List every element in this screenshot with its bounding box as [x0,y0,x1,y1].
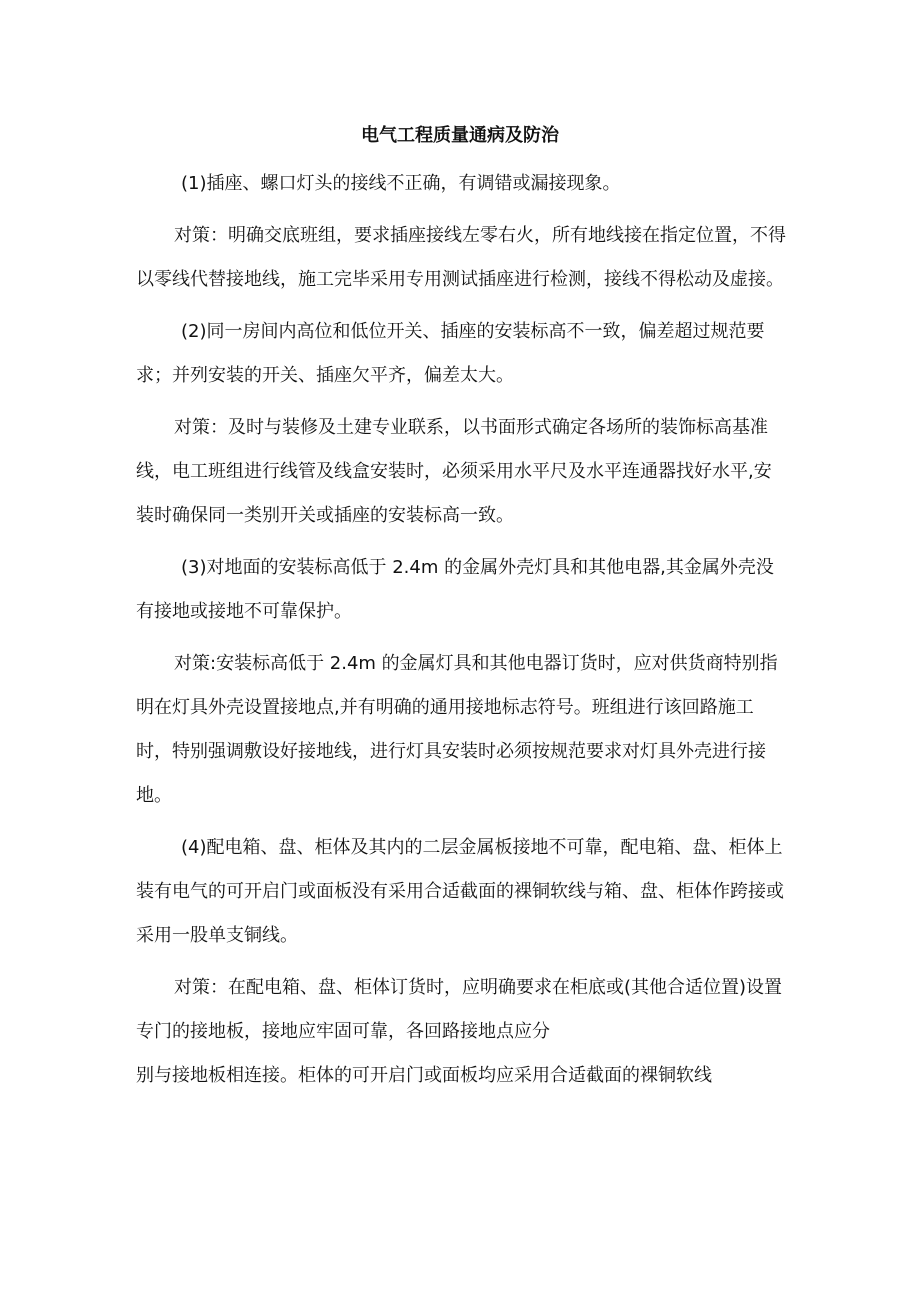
policy-paragraph-4: 对策：在配电箱、盘、柜体订货时，应明确要求在柜底或(其他合适位置)设置专门的接地板，接地应牢固可靠，各回路接地点应分 [136,977,783,1042]
document-title: 电气工程质量通病及防治 [361,125,559,146]
policy-paragraph-3: 对策:安装标高低于 2.4m 的金属灯具和其他电器订货时，应对供货商特别指明在灯具外壳设置接地点,并有明确的通用接地标志符号。班组进行该回路施工时，特别强调敷设好接地线，进行灯具安装时必须按规范要求对灯具外壳进行接地。 [136,653,778,806]
issue-paragraph-1: (1)插座、螺口灯头的接线不正确，有调错或漏接现象。 [181,173,621,194]
issue-paragraph-2: (2)同一房间内高位和低位开关、插座的安装标高不一致，偏差超过规范要求；并列安装的开关、插座欠平齐，偏差太大。 [136,321,765,386]
policy-paragraph-1: 对策：明确交底班组，要求插座接线左零右火，所有地线接在指定位置，不得以零线代替接地线，施工完毕采用专用测试插座进行检测，接线不得松动及虚接。 [136,225,786,290]
issue-paragraph-3: (3)对地面的安装标高低于 2.4m 的金属外壳灯具和其他电器,其金属外壳没有接地或接地不可靠保护。 [136,557,774,622]
policy-paragraph-4-continued: 别与接地板相连接。柜体的可开启门或面板均应采用合适截面的裸铜软线 [136,1065,712,1086]
issue-paragraph-4: (4)配电箱、盘、柜体及其内的二层金属板接地不可靠，配电箱、盘、柜体上装有电气的可开启门或面板没有采用合适截面的裸铜软线与箱、盘、柜体作跨接或采用一股单支铜线。 [136,837,784,946]
document-body [136,162,786,1098]
policy-paragraph-2: 对策：及时与装修及土建专业联系，以书面形式确定各场所的装饰标高基准线，电工班组进行线管及线盒安装时，必须采用水平尺及水平连通器找好水平,安装时确保同一类别开关或插座的安装标高一致。 [136,417,772,526]
